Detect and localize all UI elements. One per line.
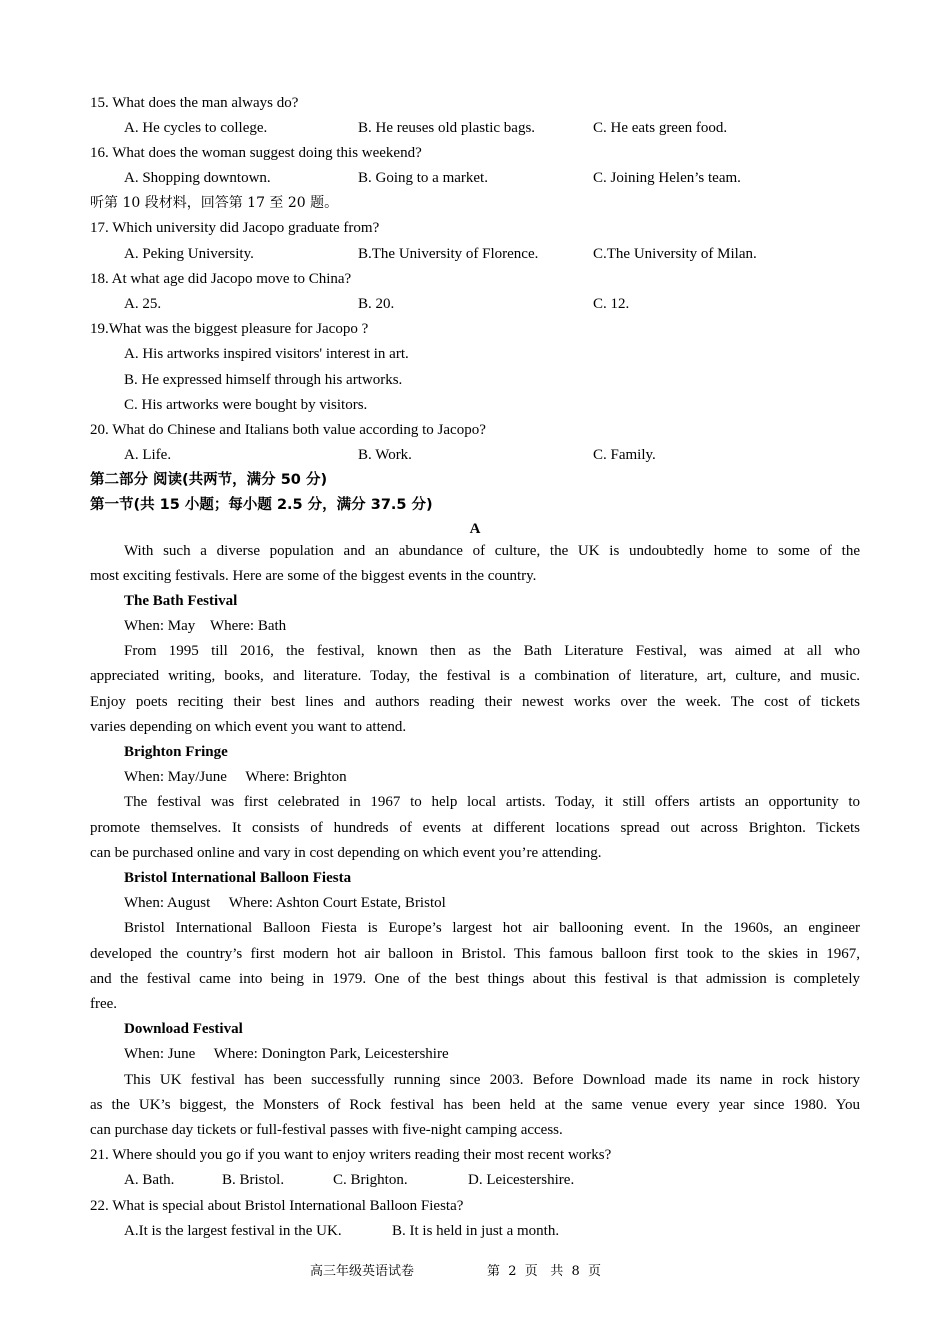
- question-22: 22. What is special about Bristol International Balloon Fiesta?: [90, 1198, 464, 1214]
- bath-text-line: appreciated writing, books, and literature. Today, the festival is a combination of literature, art, culture, and music.: [90, 668, 860, 684]
- q21-option-a: A. Bath.: [124, 1172, 175, 1188]
- q19-option-a: A. His artworks inspired visitors' interest in art.: [124, 346, 409, 362]
- intro-line: most exciting festivals. Here are some of the biggest events in the country.: [90, 568, 537, 584]
- q15-option-c: C. He eats green food.: [593, 120, 728, 136]
- q16-option-c: C. Joining Helen’s team.: [593, 170, 741, 186]
- footer-title: 高三年级英语试卷: [310, 1264, 415, 1279]
- q22-option-a: A.It is the largest festival in the UK.: [124, 1223, 342, 1239]
- q17-option-c: C.The University of Milan.: [593, 246, 757, 262]
- q16-option-a: A. Shopping downtown.: [124, 170, 271, 186]
- footer-page-number: 第 2 页 共 8 页: [487, 1264, 601, 1279]
- intro-line: With such a diverse population and an abundance of culture, the UK is undoubtedly home to some of the: [124, 543, 860, 559]
- q17-option-b: B.The University of Florence.: [358, 246, 539, 262]
- question-21: 21. Where should you go if you want to enjoy writers reading their most recent works?: [90, 1147, 612, 1163]
- q21-option-d: D. Leicestershire.: [468, 1172, 575, 1188]
- question-20: 20. What do Chinese and Italians both value according to Jacopo?: [90, 422, 486, 438]
- bristol-text-line: Bristol International Balloon Fiesta is Europe’s largest hot air ballooning event. In the 1960s, an engineer: [124, 920, 860, 936]
- bristol-fiesta-title: Bristol International Balloon Fiesta: [124, 870, 352, 886]
- download-text-line: This UK festival has been successfully running since 2003. Before Download made its name in rock history: [124, 1072, 860, 1088]
- q18-option-b: B. 20.: [358, 296, 395, 312]
- brighton-text-line: The festival was first celebrated in 1967 to help local artists. Today, it still offers artists an opportunity to: [124, 794, 860, 810]
- q19-option-b: B. He expressed himself through his artworks.: [124, 372, 403, 388]
- bath-festival-title: The Bath Festival: [124, 593, 238, 609]
- q19-option-c: C. His artworks were bought by visitors.: [124, 397, 368, 413]
- question-17: 17. Which university did Jacopo graduate from?: [90, 220, 380, 236]
- bath-text-line: From 1995 till 2016, the festival, known then as the Bath Literature Festival, was aimed at all who: [124, 643, 860, 659]
- section-one-heading: 第一节(共 15 小题；每小题 2.5 分，满分 37.5 分): [90, 497, 433, 513]
- q17-option-a: A. Peking University.: [124, 246, 254, 262]
- listening-instruction-10: 听第 10 段材料，回答第 17 至 20 题。: [90, 195, 339, 211]
- q16-option-b: B. Going to a market.: [358, 170, 488, 186]
- brighton-fringe-when: When: May/June Where: Brighton: [124, 769, 347, 785]
- brighton-text-line: can be purchased online and vary in cost depending on which event you’re attending.: [90, 845, 602, 861]
- bristol-text-line: free.: [90, 996, 118, 1012]
- question-15: 15. What does the man always do?: [90, 95, 299, 111]
- bristol-fiesta-when: When: August Where: Ashton Court Estate, Bristol: [124, 895, 446, 911]
- q15-option-b: B. He reuses old plastic bags.: [358, 120, 536, 136]
- brighton-fringe-title: Brighton Fringe: [124, 744, 228, 760]
- bath-festival-when: When: May Where: Bath: [124, 618, 287, 634]
- q21-option-c: C. Brighton.: [333, 1172, 408, 1188]
- bristol-text-line: and the festival came into being in 1979. One of the best things about this festival is that admission is completely: [90, 971, 860, 987]
- q22-option-b: B. It is held in just a month.: [392, 1223, 560, 1239]
- download-festival-title: Download Festival: [124, 1021, 243, 1037]
- download-text-line: as the UK’s biggest, the Monsters of Rock festival has been held at the same venue every year since 1980. You: [90, 1097, 860, 1113]
- bath-text-line: varies depending on which event you want to attend.: [90, 719, 407, 735]
- question-18: 18. At what age did Jacopo move to China?: [90, 271, 352, 287]
- download-festival-when: When: June Where: Donington Park, Leicestershire: [124, 1046, 449, 1062]
- question-16: 16. What does the woman suggest doing this weekend?: [90, 145, 422, 161]
- q21-option-b: B. Bristol.: [222, 1172, 285, 1188]
- bath-text-line: Enjoy poets reciting their best lines and authors reading their newest works over the week. The cost of tickets: [90, 694, 860, 710]
- brighton-text-line: promote themselves. It consists of hundreds of events at different locations spread out across Brighton. Tickets: [90, 820, 860, 836]
- bristol-text-line: developed the country’s first modern hot air balloon in Bristol. This famous balloon first took to the skies in 1967,: [90, 946, 860, 962]
- download-text-line: can purchase day tickets or full-festival passes with five-night camping access.: [90, 1122, 563, 1138]
- q15-option-a: A. He cycles to college.: [124, 120, 268, 136]
- q18-option-a: A. 25.: [124, 296, 162, 312]
- q20-option-b: B. Work.: [358, 447, 412, 463]
- part-two-heading: 第二部分 阅读(共两节，满分 50 分): [90, 472, 328, 488]
- q20-option-a: A. Life.: [124, 447, 172, 463]
- q20-option-c: C. Family.: [593, 447, 656, 463]
- question-19: 19.What was the biggest pleasure for Jacopo ?: [90, 321, 369, 337]
- passage-letter: A: [469, 521, 481, 537]
- q18-option-c: C. 12.: [593, 296, 630, 312]
